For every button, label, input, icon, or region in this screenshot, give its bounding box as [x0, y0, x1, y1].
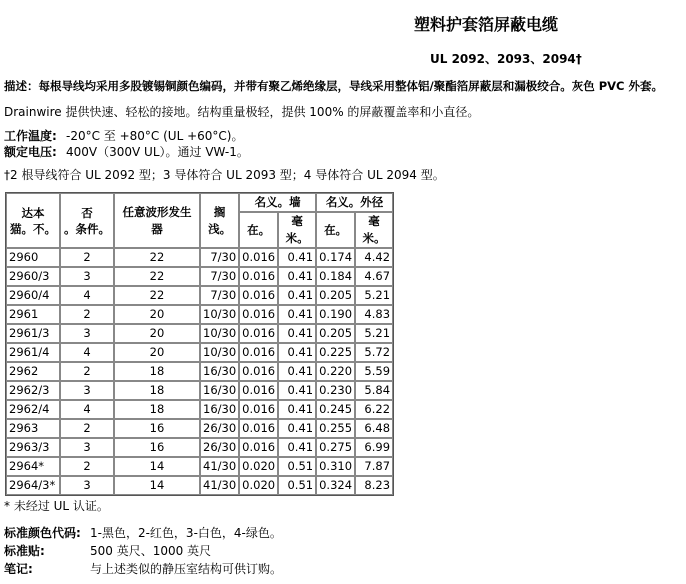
cell-od-mm: 6.48 — [355, 419, 393, 438]
cell-wall-mm: 0.51 — [278, 476, 316, 495]
cell-stranding: 26/30 — [200, 419, 239, 438]
cell-awg: 14 — [114, 476, 200, 495]
cell-awg: 18 — [114, 381, 200, 400]
cell-od-mm: 5.21 — [355, 286, 393, 305]
cell-od-in: 0.245 — [316, 400, 355, 419]
footnote: * 未经过 UL 认证。 — [4, 499, 109, 513]
cell-wall-in: 0.016 — [239, 419, 278, 438]
cell-od-in: 0.205 — [316, 324, 355, 343]
cell-wall-in: 0.016 — [239, 400, 278, 419]
cell-od-mm: 7.87 — [355, 457, 393, 476]
cell-cat-no: 2961/3 — [6, 324, 60, 343]
header-od-in: 在。 — [316, 212, 355, 248]
header-wall-mm: 毫米。 — [278, 212, 316, 248]
cell-od-mm: 5.59 — [355, 362, 393, 381]
cell-awg: 16 — [114, 438, 200, 457]
cell-od-mm: 6.99 — [355, 438, 393, 457]
cell-conductors: 3 — [60, 324, 114, 343]
page-title: 塑料护套箔屏蔽电缆 — [414, 15, 559, 34]
table-row — [6, 362, 393, 381]
cell-wall-mm: 0.41 — [278, 362, 316, 381]
cell-conductors: 3 — [60, 267, 114, 286]
description-text: 每根导线均采用多股镀锡铜颜色编码，并带有聚乙烯绝缘层，导线采用整体铝/聚酯箔屏蔽层和漏极绞合。灰色 PVC 外套。 — [38, 79, 663, 93]
cell-awg: 22 — [114, 267, 200, 286]
cell-od-in: 0.310 — [316, 457, 355, 476]
cable-spec-table — [5, 192, 394, 496]
cell-cat-no: 2964/3* — [6, 476, 60, 495]
cell-od-mm: 8.23 — [355, 476, 393, 495]
cell-od-mm: 5.21 — [355, 324, 393, 343]
header-conductors — [60, 193, 114, 248]
cell-od-in: 0.205 — [316, 286, 355, 305]
footer-value: 500 英尺、1000 英尺 — [90, 544, 212, 558]
cell-od-in: 0.230 — [316, 381, 355, 400]
cell-wall-in: 0.020 — [239, 476, 278, 495]
header-conductors-line2: 。条件。 — [64, 221, 110, 236]
cell-stranding: 10/30 — [200, 324, 239, 343]
table-row — [6, 381, 393, 400]
cell-stranding: 7/30 — [200, 248, 239, 267]
cell-wall-in: 0.020 — [239, 457, 278, 476]
cell-od-mm: 6.22 — [355, 400, 393, 419]
cell-wall-mm: 0.41 — [278, 400, 316, 419]
spec-label: 额定电压: — [4, 145, 57, 159]
cell-cat-no: 2960/4 — [6, 286, 60, 305]
cell-cat-no: 2962 — [6, 362, 60, 381]
description — [4, 78, 663, 94]
page-subtitle: UL 2092、2093、2094† — [430, 52, 582, 66]
footer-value: 1-黑色，2-红色，3-白色，4-绿色。 — [90, 526, 282, 540]
cell-stranding: 10/30 — [200, 305, 239, 324]
cell-od-in: 0.225 — [316, 343, 355, 362]
table-row — [6, 476, 393, 495]
spec-value: -20°C 至 +80°C (UL +60°C)。 — [66, 129, 244, 143]
cell-cat-no: 2963/3 — [6, 438, 60, 457]
cell-stranding: 16/30 — [200, 381, 239, 400]
cell-wall-in: 0.016 — [239, 438, 278, 457]
footer-label: 标准颜色代码: — [4, 526, 81, 540]
table-row — [6, 324, 393, 343]
footer-label: 标准贴: — [4, 544, 45, 558]
cell-awg: 18 — [114, 400, 200, 419]
cell-wall-in: 0.016 — [239, 343, 278, 362]
header-cat-no-line1: 达本 — [21, 205, 45, 220]
cell-wall-in: 0.016 — [239, 305, 278, 324]
footer-notes — [4, 560, 282, 577]
cell-cat-no: 2961/4 — [6, 343, 60, 362]
cell-wall-mm: 0.41 — [278, 419, 316, 438]
table-row — [6, 267, 393, 286]
cell-od-mm: 4.42 — [355, 248, 393, 267]
drainwire-text: Drainwire 提供快速、轻松的接地。结构重量极轻，提供 100% 的屏蔽覆盖率和小直径。 — [4, 105, 480, 119]
ul-note: †2 根导线符合 UL 2092 型；3 导体符合 UL 2093 型；4 导体符合 UL 2094 型。 — [4, 168, 445, 182]
spec-value: 400V（300V UL）。通过 VW-1。 — [66, 145, 249, 159]
spec-label: 工作温度: — [4, 129, 57, 143]
cell-wall-mm: 0.41 — [278, 248, 316, 267]
cell-wall-in: 0.016 — [239, 286, 278, 305]
cell-awg: 14 — [114, 457, 200, 476]
cell-stranding: 7/30 — [200, 286, 239, 305]
cell-wall-mm: 0.51 — [278, 457, 316, 476]
cell-stranding: 16/30 — [200, 400, 239, 419]
footer-standard-put-up — [4, 542, 211, 559]
table-row — [6, 419, 393, 438]
cell-od-in: 0.275 — [316, 438, 355, 457]
cell-od-in: 0.190 — [316, 305, 355, 324]
cell-conductors: 4 — [60, 400, 114, 419]
header-stranding: 搁浅。 — [200, 193, 239, 248]
cell-conductors: 4 — [60, 286, 114, 305]
cell-wall-mm: 0.41 — [278, 324, 316, 343]
cell-conductors: 2 — [60, 362, 114, 381]
cell-cat-no: 2964* — [6, 457, 60, 476]
cell-cat-no: 2961 — [6, 305, 60, 324]
cell-cat-no: 2960/3 — [6, 267, 60, 286]
cell-wall-mm: 0.41 — [278, 286, 316, 305]
table-row — [6, 286, 393, 305]
cell-awg: 20 — [114, 343, 200, 362]
cell-cat-no: 2963 — [6, 419, 60, 438]
cell-od-in: 0.174 — [316, 248, 355, 267]
table-row — [6, 343, 393, 362]
header-conductors-line1: 否 — [81, 205, 93, 220]
cell-awg: 22 — [114, 286, 200, 305]
cell-wall-in: 0.016 — [239, 267, 278, 286]
cell-cat-no: 2962/4 — [6, 400, 60, 419]
header-od-mm: 毫米。 — [355, 212, 393, 248]
table-row — [6, 457, 393, 476]
cell-wall-mm: 0.41 — [278, 267, 316, 286]
cell-conductors: 4 — [60, 343, 114, 362]
cell-awg: 18 — [114, 362, 200, 381]
cell-cat-no: 2960 — [6, 248, 60, 267]
cell-wall-in: 0.016 — [239, 381, 278, 400]
cell-od-mm: 5.84 — [355, 381, 393, 400]
cell-awg: 20 — [114, 305, 200, 324]
cell-conductors: 2 — [60, 248, 114, 267]
table-row — [6, 438, 393, 457]
table-row — [6, 248, 393, 267]
footer-value: 与上述类似的静压室结构可供订购。 — [90, 562, 283, 576]
cell-cat-no: 2962/3 — [6, 381, 60, 400]
table-row — [6, 400, 393, 419]
cell-wall-in: 0.016 — [239, 248, 278, 267]
cell-conductors: 2 — [60, 457, 114, 476]
cell-od-in: 0.255 — [316, 419, 355, 438]
cell-od-mm: 5.72 — [355, 343, 393, 362]
header-cat-no-line2: 猫。不。 — [10, 221, 56, 236]
spec-voltage-rating — [4, 143, 249, 160]
cell-wall-in: 0.016 — [239, 324, 278, 343]
table-row — [6, 305, 393, 324]
cell-stranding: 41/30 — [200, 476, 239, 495]
cell-stranding: 10/30 — [200, 343, 239, 362]
header-wall-in: 在。 — [239, 212, 278, 248]
cell-od-in: 0.324 — [316, 476, 355, 495]
cell-conductors: 3 — [60, 476, 114, 495]
header-nominal-wall: 名义。墙 — [239, 193, 316, 212]
header-cat-no — [6, 193, 60, 248]
cell-conductors: 3 — [60, 438, 114, 457]
spec-operating-temp — [4, 127, 243, 144]
cell-od-in: 0.184 — [316, 267, 355, 286]
cell-wall-mm: 0.41 — [278, 343, 316, 362]
cell-stranding: 7/30 — [200, 267, 239, 286]
cell-stranding: 41/30 — [200, 457, 239, 476]
cell-wall-in: 0.016 — [239, 362, 278, 381]
cell-awg: 22 — [114, 248, 200, 267]
footer-color-code — [4, 524, 282, 541]
cell-conductors: 3 — [60, 381, 114, 400]
cell-conductors: 2 — [60, 305, 114, 324]
description-label: 描述： — [4, 79, 39, 93]
cell-od-mm: 4.67 — [355, 267, 393, 286]
cell-wall-mm: 0.41 — [278, 305, 316, 324]
header-awg: 任意波形发生器 — [114, 193, 200, 248]
footer-label: 笔记: — [4, 562, 33, 576]
cell-awg: 20 — [114, 324, 200, 343]
cell-wall-mm: 0.41 — [278, 438, 316, 457]
cell-stranding: 16/30 — [200, 362, 239, 381]
cell-wall-mm: 0.41 — [278, 381, 316, 400]
header-nominal-od: 名义。外径 — [316, 193, 393, 212]
cell-od-in: 0.220 — [316, 362, 355, 381]
cell-conductors: 2 — [60, 419, 114, 438]
cell-awg: 16 — [114, 419, 200, 438]
cell-od-mm: 4.83 — [355, 305, 393, 324]
cell-stranding: 26/30 — [200, 438, 239, 457]
